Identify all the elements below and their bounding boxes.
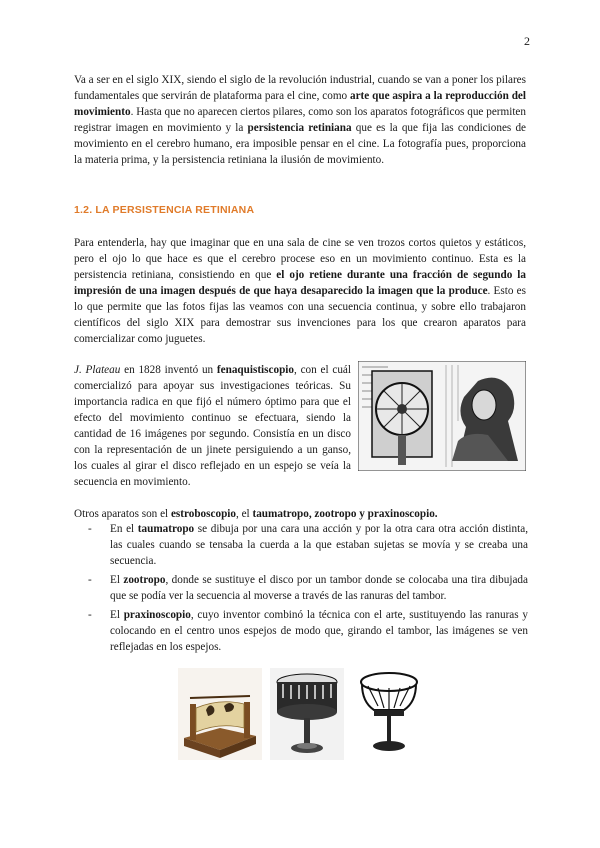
thaumatrope-photo [178,668,262,760]
text-run: , cuyo inventor combinó la técnica con el arte, sustituyendo las ranuras y colocando en el centro unos espejos de modo que, girando el tambor, las imágenes se ven reflejadas en los espejos. [110,609,528,653]
plateau-paragraph [74,362,351,490]
text-run: . Esto es lo que permite que las fotos fijas las veamos con una secuencia continua, y sobre ello trabajaron científicos del siglo XIX para demostrar sus invenciones para los que crearon aparatos para comercializar como juguetes. [74,285,526,345]
devices-list [88,521,528,658]
text-run: , donde se sustituye el disco por un tambor donde se colocaba una tira dibujada que se podía ver la secuencia al moverse a través de las ranuras del tambor. [110,574,528,602]
text-run: , con el cuál comercializó para apoyar sus investigaciones teóricas. Su importancia radica en que fijó el número óptimo para que el efecto del movimiento continuo se efectuara, siendo la cantidad de 16 imágenes por segundo. Consistía en un disco con la representación de un jinete persiguiendo a un ganso, los cuales al girar el disco reflejado en un espejo se veía la secuencia en movimiento. [74,364,351,488]
list-item [88,607,528,655]
italic-run: J. Plateau [74,364,121,376]
bold-run: el ojo retiene durante una fracción de segundo la impresión de una imagen después de que haya desaparecido la imagen que la produce [74,269,527,297]
praxinoscope-engraving [354,666,424,758]
text-run: se dibuja por una cara una acción y por la otra cara otra acción distinta, las cuales cuando se tensaba la cuerda a la que estaban sujetas se movía y se creaba una secuencia. [110,523,528,567]
bold-run: persistencia retiniana [247,122,352,134]
list-dash: - [88,609,92,621]
bold-run: taumatropo [137,523,195,535]
text-run: Otros aparatos son el [74,508,171,520]
bold-run: praxinoscopio [123,609,191,621]
text-run: Va a ser en el siglo XIX, siendo el siglo de la revolución industrial, cuando se van a poner los pilares fundamentales que servirán de plataforma para el cine, como [74,74,526,102]
intro-paragraph [74,72,526,168]
text-run: El [110,609,124,621]
bold-run: estroboscopio [170,508,236,520]
bold-run: zootropo [123,574,166,586]
list-item [88,521,528,569]
list-item [88,572,528,604]
page-number: 2 [524,34,530,48]
list-dash: - [88,574,92,586]
text-run: , el [236,508,253,520]
list-dash: - [88,523,92,535]
bold-run: arte que aspira a la reproducción del movimiento [74,90,526,118]
retinal-persistence-paragraph [74,235,526,347]
text-run: Para entenderla, hay que imaginar que en una sala de cine se ven trozos cortos quietos y estáticos, pero el ojo lo que hace es que el cerebro procese eso en un movimiento continuo. Esta es la persistencia retiniana, consistiendo en que [74,237,526,281]
zoetrope-engraving [270,668,344,760]
bold-run: taumatropo, zootropo y praxinoscopio. [252,508,438,520]
text-run: El [110,574,124,586]
phenakistiscope-engraving [358,361,526,471]
section-heading: 1.2. LA PERSISTENCIA RETINIANA [74,204,255,216]
other-devices-paragraph [74,506,526,522]
text-run: en 1828 inventó un [120,364,217,376]
bold-run: fenaquistiscopio [216,364,294,376]
text-run: que es la que fija las condiciones de movimiento en el cerebro humano, era imposible pensar en el cine. La fotografía pues, proporciona la materia prima, y la persistencia retiniana la ilusión de movimiento. [74,122,526,166]
text-run: En el [110,523,138,535]
text-run: . Hasta que no aparecen ciertos pilares, como son los aparatos fotográficos que permiten registrar imagen en movimiento y la [74,106,526,134]
